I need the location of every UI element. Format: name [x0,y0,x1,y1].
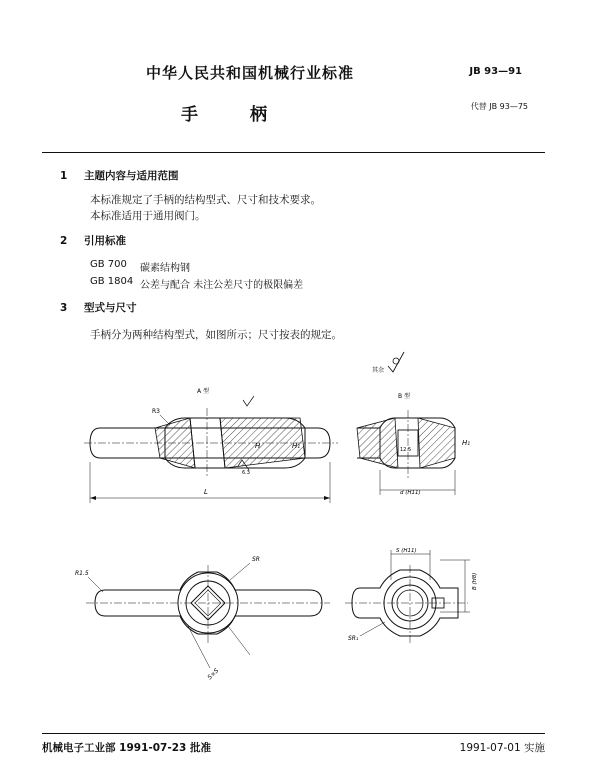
section-number: 1 [60,170,68,182]
reference-code: GB 1804 [90,276,134,287]
paragraph: 本标准规定了手柄的结构型式、尺寸和技术要求。 [90,194,321,206]
other-label: 其余 [372,367,385,374]
d-h11-label: d (H11) [400,490,421,496]
document-title: 手柄 [181,105,319,125]
b-h1-label: H₁ [462,439,471,447]
standard-category-title: 中华人民共和国机械行业标准 [145,64,354,82]
roughness-other-symbol [372,352,404,374]
approval-note: 机械电子工业部 1991-07-23 批准 [42,742,211,754]
type-a-plan-view [75,556,330,681]
type-a-section-view [84,387,338,503]
section-title: 引用标准 [84,235,126,247]
view-b-label: B 型 [398,393,411,400]
type-b-plan-view [345,548,478,645]
b-h8-label: B (H8) [472,572,478,590]
reference-code: GB 700 [90,259,127,270]
section-title: 型式与尺寸 [84,302,137,314]
paragraph: 手柄分为两种结构型式，如图所示；尺寸按表的规定。 [90,329,342,341]
r15-label: R1.5 [75,570,89,577]
h1-label: H₁ [292,442,301,450]
r3-label: R3 [152,408,160,415]
ra-125-label: 12.5 [400,447,412,453]
paragraph: 本标准适用于通用阀门。 [90,210,206,222]
l-label: L [204,488,208,496]
replaces-note: 代替 JB 93—75 [470,102,528,111]
section-number: 2 [60,235,68,247]
standard-number: JB 93—91 [469,66,522,77]
type-b-section-view [357,392,470,496]
footer-rule [42,733,545,734]
s-x-s-label: S×S [206,667,221,682]
view-a-label: A 型 [197,388,210,395]
h-label: H [255,442,261,450]
reference-name: 公差与配合 未注公差尺寸的极限偏差 [140,280,304,291]
implementation-date: 1991-07-01 实施 [459,742,545,754]
section-number: 3 [60,302,68,314]
sr-label: SR [252,556,260,563]
reference-name: 碳素结构钢 [140,263,190,274]
section-title: 主题内容与适用范围 [84,170,179,182]
sr1-label: SR₁ [348,635,359,642]
s-h11-label: S (H11) [396,548,417,554]
ra-63-label: 6.3 [242,470,250,476]
